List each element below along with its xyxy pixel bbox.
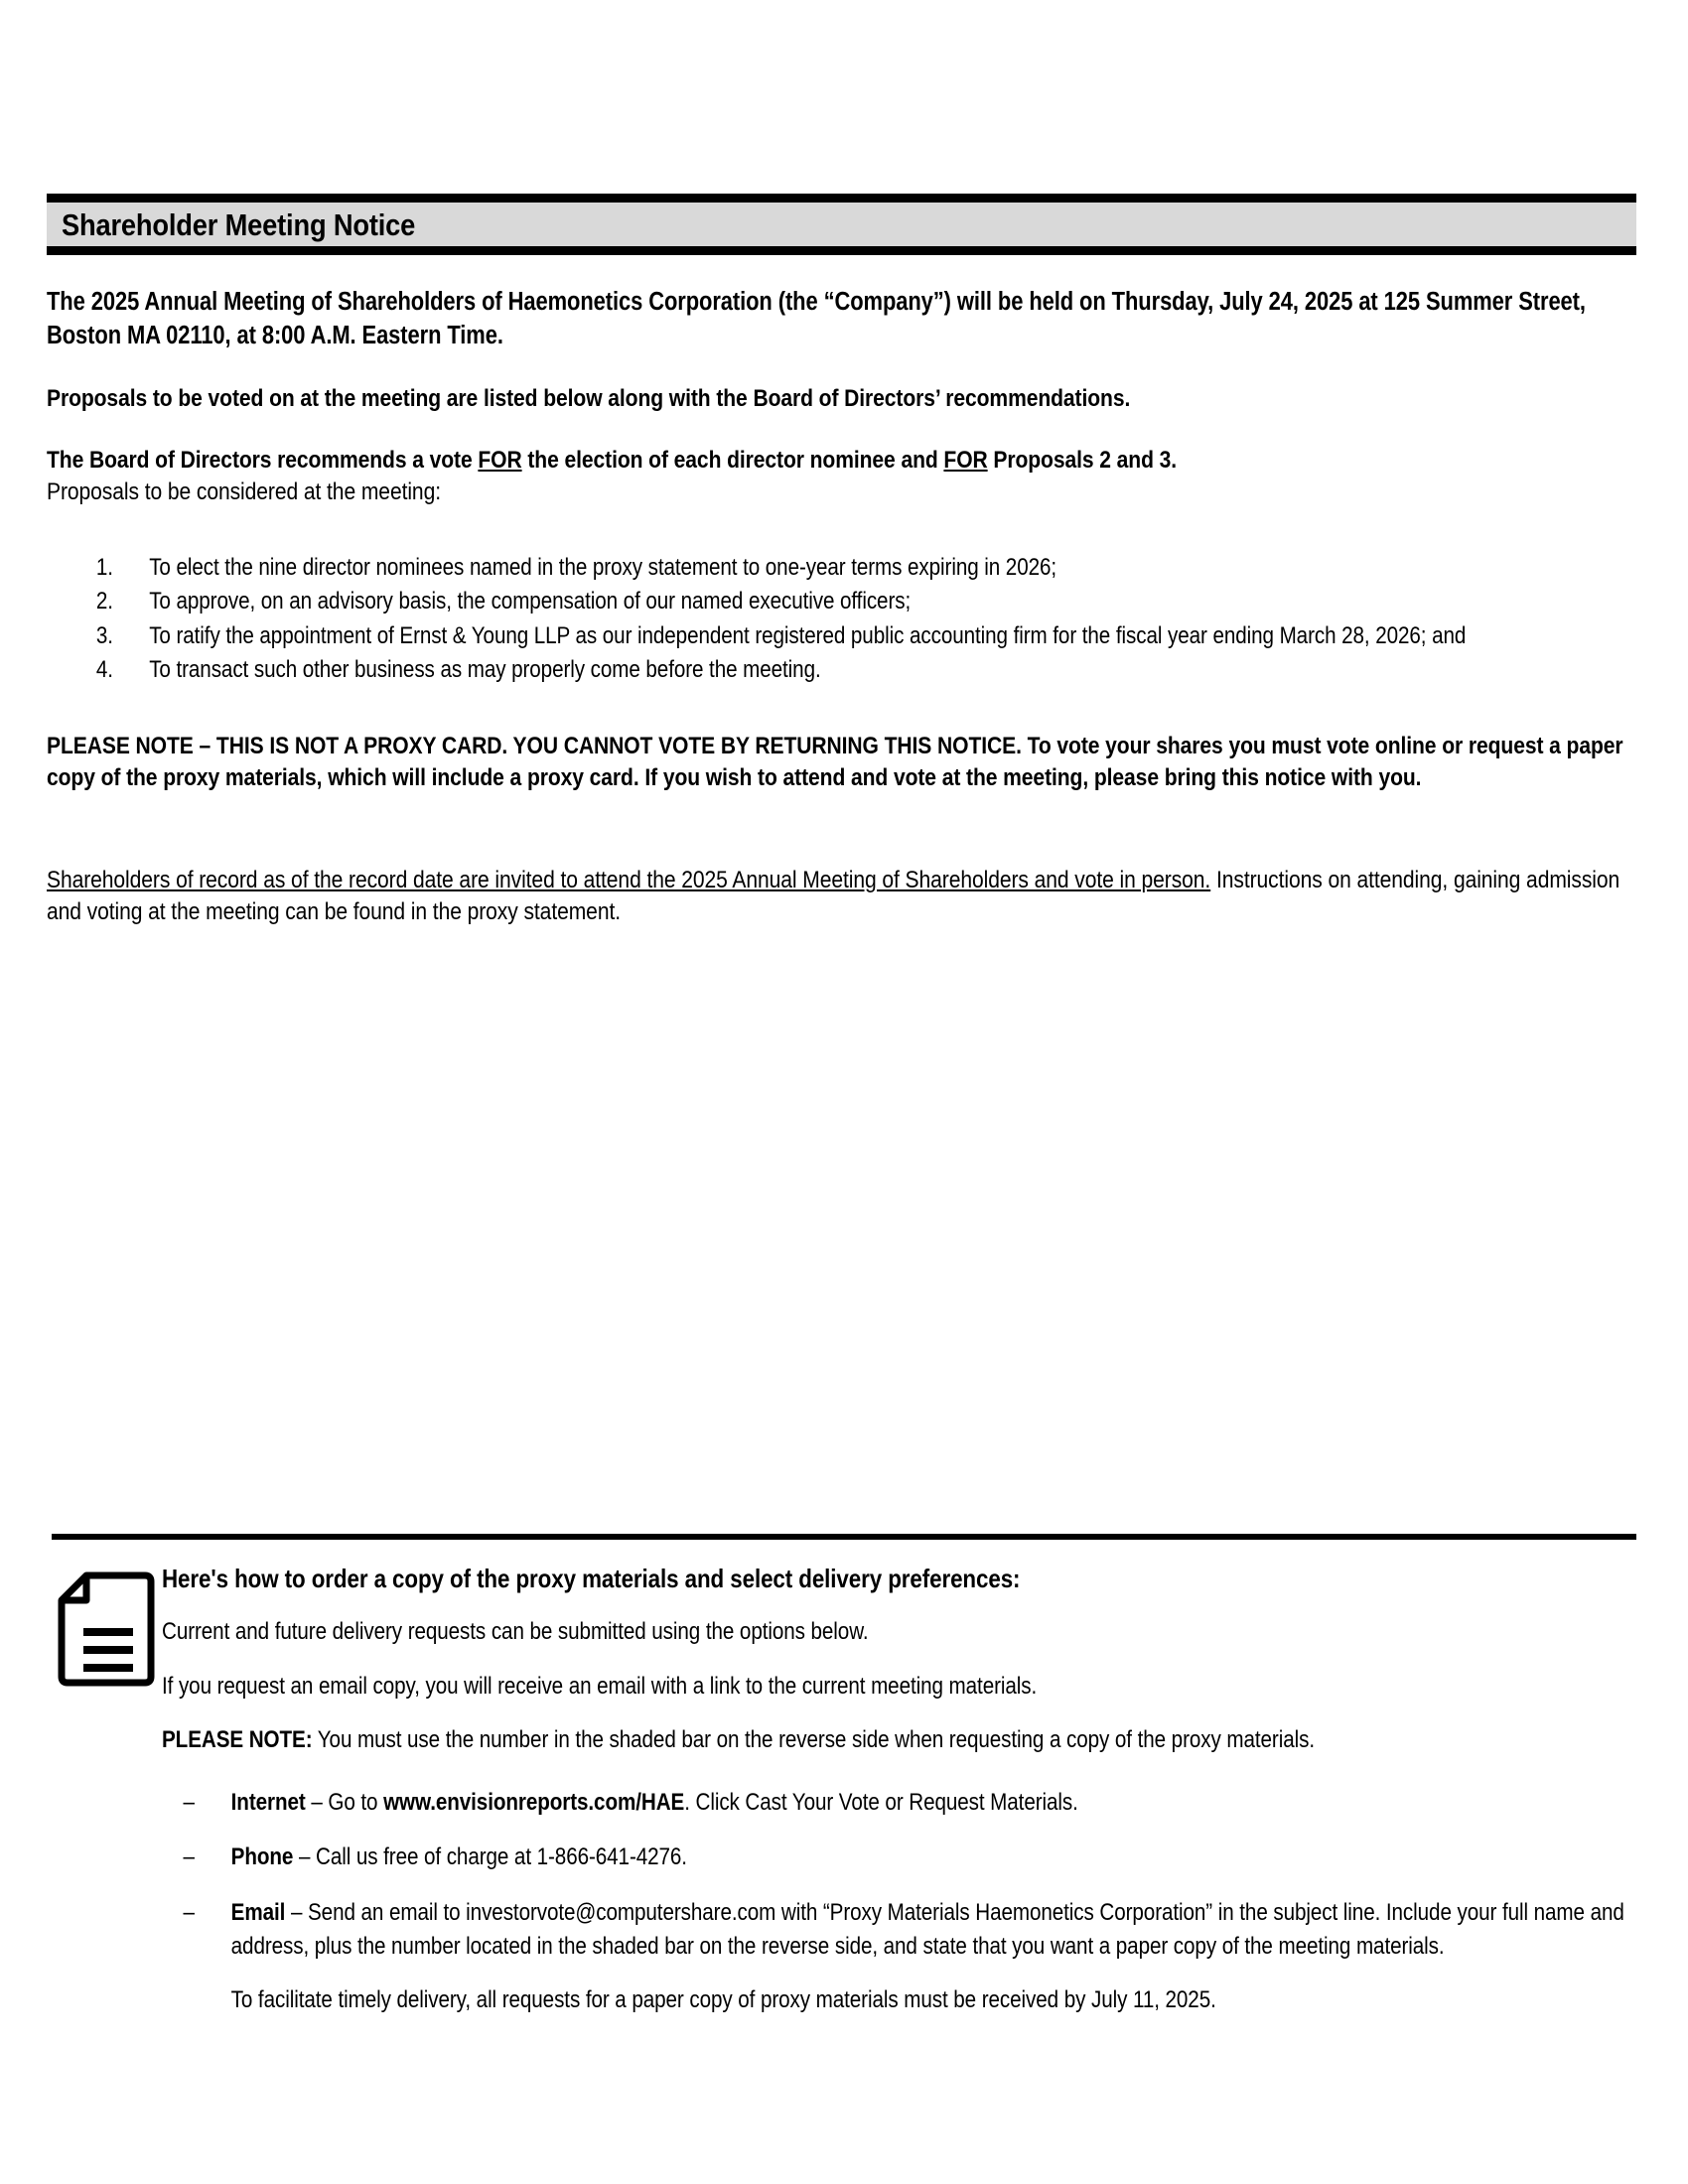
recommendation-part-2: the election of each director nominee and — [521, 446, 944, 474]
spacer — [162, 1703, 1631, 1724]
dash-bullet-icon: – — [183, 1789, 195, 1817]
method-separator: – Call us free of charge at 1-866-641-4276. — [293, 1843, 687, 1871]
order-methods-list — [162, 1786, 1631, 1963]
recommendation-for-2: FOR — [943, 446, 988, 474]
proposal-text: To ratify the appointment of Ernst & Young LLP as our independent registered public accounting firm for the fiscal year ending March 28, 2026; and — [149, 621, 1467, 649]
method-label: Email — [230, 1898, 286, 1926]
proposal-text: To transact such other business as may properly come before the meeting. — [149, 655, 821, 683]
proposals-considered-line: Proposals to be considered at the meeting: — [47, 478, 441, 505]
method-separator: – Go to — [305, 1789, 384, 1817]
spacer — [162, 1756, 1631, 1786]
list-item — [47, 585, 1636, 618]
method-rest: . Click Cast Your Vote or Request Materials. — [684, 1789, 1078, 1817]
list-item — [47, 653, 1636, 687]
list-item — [47, 551, 1636, 585]
please-note-label: PLEASE NOTE: — [162, 1725, 313, 1753]
recommendation-part-1: The Board of Directors recommends a vote — [47, 446, 479, 474]
attendance-paragraph — [47, 865, 1636, 928]
order-section-heading: Here's how to order a copy of the proxy materials and select delivery preferences: — [162, 1564, 1021, 1593]
notice-body — [47, 286, 1636, 928]
document-page-icon — [54, 1570, 159, 1688]
proposal-number: 3. — [95, 621, 113, 649]
email-copy-line: If you request an email copy, you will receive an email with a link to the current meeting materials. — [162, 1672, 1038, 1700]
proposals-list — [47, 551, 1636, 686]
method-label: Internet — [230, 1789, 306, 1817]
dash-bullet-icon: – — [183, 1843, 195, 1871]
list-item-email — [162, 1896, 1631, 1964]
spacer — [162, 1594, 1631, 1616]
list-item-phone — [162, 1841, 1631, 1874]
proposal-text: To elect the nine director nominees named in the proxy statement to one-year terms expiring in 2026; — [149, 554, 1057, 582]
recommendation-part-3: Proposals 2 and 3. — [987, 446, 1178, 474]
proposals-intro-paragraph: Proposals to be voted on at the meeting are listed below along with the Board of Directors’ recommendations. — [47, 384, 1131, 412]
proposal-number: 4. — [95, 655, 113, 683]
page-title: Shareholder Meeting Notice — [61, 206, 416, 242]
board-recommendation-paragraph — [47, 445, 1636, 477]
spacer — [47, 687, 1636, 731]
attendance-underlined-text: Shareholders of record as of the record date are invited to attend the 2025 Annual Meeting of Shareholders and vote in person. — [47, 867, 1211, 894]
proposal-number: 1. — [95, 554, 113, 582]
shareholder-meeting-notice-header — [47, 194, 1636, 255]
order-please-note-line — [162, 1724, 1631, 1756]
proposal-text: To approve, on an advisory basis, the compensation of our named executive officers; — [149, 588, 912, 615]
method-separator: – Send an email to investorvote@computershare.com with “Proxy Materials Haemonetics Corporation” in the subject line. Include your full name and address, plus the number located in the shaded bar on the reverse side, and state that you want a paper copy of the meeting materials. — [230, 1898, 1624, 1960]
delivery-deadline-note: To facilitate timely delivery, all requests for a paper copy of proxy materials must be received by July 11, 2025. — [230, 1985, 1216, 2013]
recommendation-for-1: FOR — [478, 446, 522, 474]
method-label: Phone — [230, 1843, 294, 1871]
internet-url[interactable]: www.envisionreports.com/HAE — [383, 1789, 685, 1817]
spacer — [47, 353, 1636, 383]
please-note-paragraph: PLEASE NOTE – THIS IS NOT A PROXY CARD. YOU CANNOT VOTE BY RETURNING THIS NOTICE. To vote your shares you must vote online or request a paper copy of the proxy materials, which will include a proxy card. If you wish to attend and vote at the meeting, please bring this notice with you. — [47, 732, 1623, 791]
spacer — [47, 415, 1636, 445]
spacer — [47, 507, 1636, 551]
section-divider — [52, 1534, 1636, 1540]
order-content — [162, 1564, 1631, 2016]
delivery-requests-line: Current and future delivery requests can be submitted using the options below. — [162, 1618, 869, 1646]
list-item-internet — [162, 1786, 1631, 1820]
list-item — [47, 619, 1636, 653]
proposal-number: 2. — [95, 588, 113, 615]
spacer — [162, 1649, 1631, 1671]
spacer — [47, 793, 1636, 865]
meeting-details-paragraph: The 2025 Annual Meeting of Shareholders of Haemonetics Corporation (the “Company”) will be held on Thursday, July 24, 2025 at 125 Summer Street, Boston MA 02110, at 8:00 A.M. Eastern Time. — [47, 288, 1586, 349]
attendance-rest-text: Instructions on attending, gaining admission and voting at the meeting can be found in the proxy statement. — [47, 867, 1620, 926]
please-note-rest: You must use the number in the shaded bar on the reverse side when requesting a copy of the proxy materials. — [312, 1725, 1315, 1753]
dash-bullet-icon: – — [183, 1898, 195, 1926]
